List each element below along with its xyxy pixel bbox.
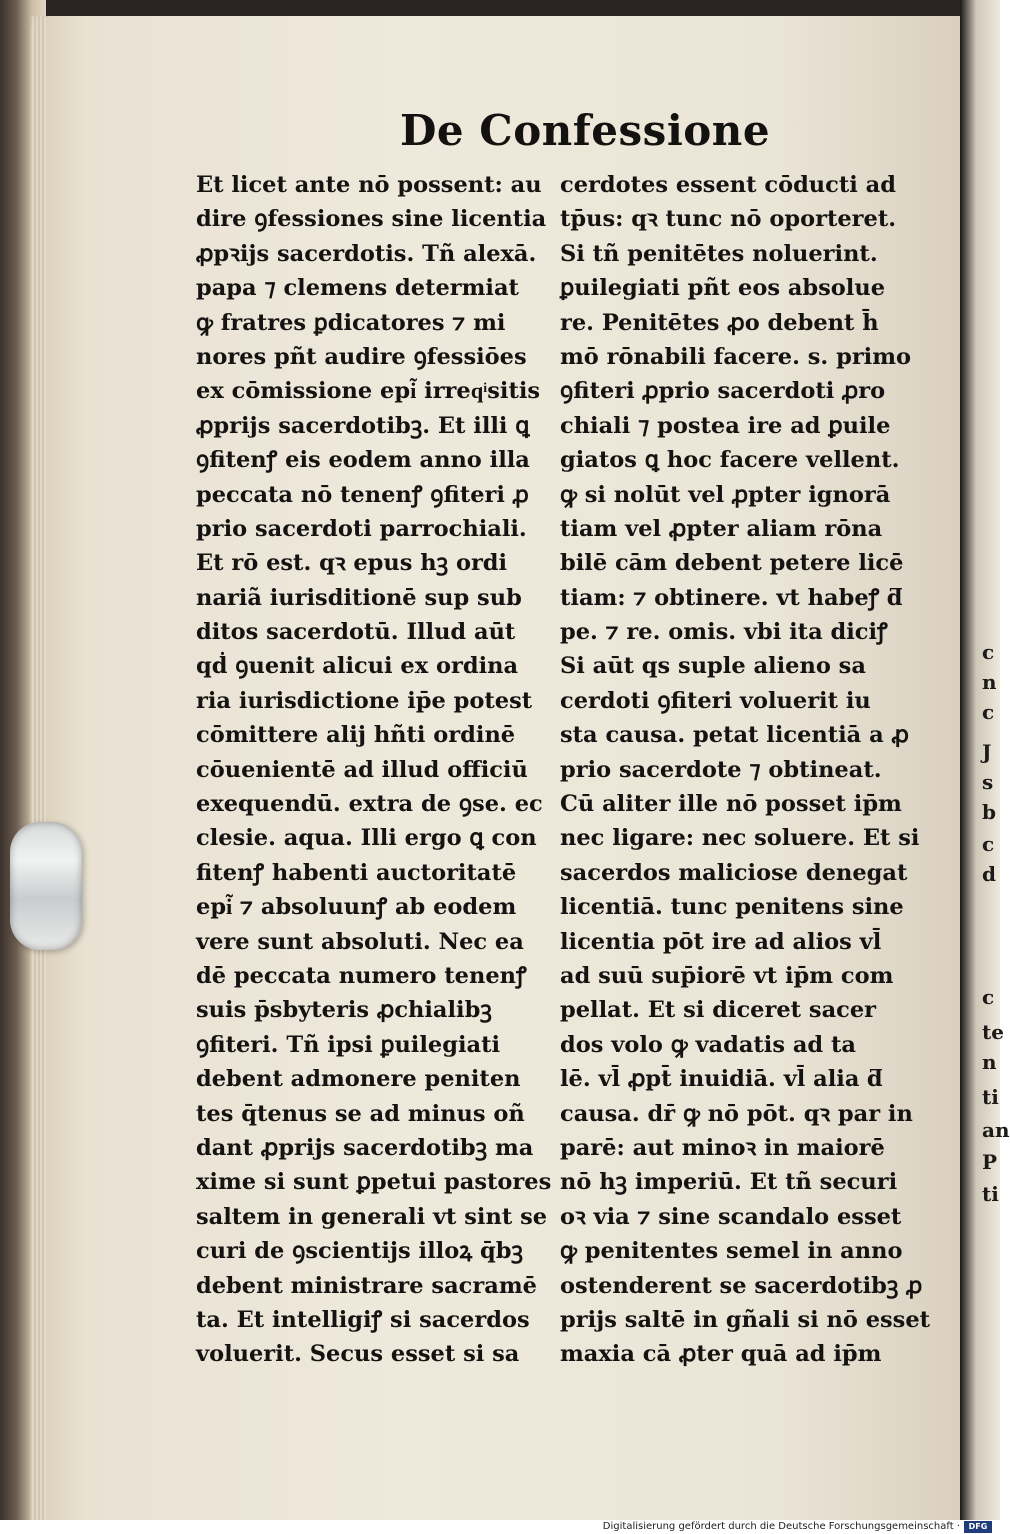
- text-line: licentiā. tunc penitens sine: [560, 894, 904, 921]
- text-line: ostenderent se sacerdotibꝫ ꝓ: [560, 1272, 923, 1299]
- adjacent-page-fragment: P: [982, 1150, 998, 1174]
- text-line: pellat. Et si diceret sacer: [560, 997, 877, 1024]
- text-line: voluerit. Secus esset si sa: [196, 1341, 520, 1368]
- text-line: ꝯfitenꝭ eis eodem anno illa: [196, 447, 530, 474]
- text-line: papa ⁊ clemens determiat: [196, 275, 519, 302]
- text-line: mō rōnabili facere. s. primo: [560, 343, 912, 370]
- text-line: tes q̄tenus se ad minus oñ: [196, 1100, 525, 1127]
- text-line: ꝙ si nolūt vel ꝓpter ignorā: [560, 481, 891, 508]
- text-line: Si tñ penitētes noluerint.: [560, 240, 878, 267]
- text-line: dē peccata numero tenenꝭ: [196, 962, 527, 989]
- adjacent-page-fragment: c: [982, 700, 995, 724]
- text-line: prio sacerdoti parrochiali.: [196, 515, 527, 542]
- text-line: chiali ⁊ postea ire ad ꝑuile: [560, 412, 891, 439]
- text-line: prijs saltē in gñali si nō esset: [560, 1306, 931, 1333]
- text-line: prio sacerdote ⁊ obtineat.: [560, 756, 882, 783]
- text-line: cerdotes essent cōducti ad: [560, 172, 896, 198]
- adjacent-page-fragment: c: [982, 985, 995, 1009]
- text-line: clesie. aqua. Illi ergo ꝗ con: [196, 825, 537, 852]
- text-line: cōmittere alij hñti ordinē: [196, 722, 516, 749]
- text-line: Et rō est. qꝛ epus hꝫ ordi: [196, 550, 508, 577]
- text-line: nō hꝫ imperiū. Et tñ securi: [560, 1169, 898, 1196]
- text-line: dant ꝓprijs sacerdotibꝫ ma: [196, 1134, 534, 1161]
- text-line: maxia cā ꝓter quā ad ip̄m: [560, 1341, 882, 1368]
- text-line: sta causa. petat licentiā a ꝓ: [560, 722, 909, 749]
- text-line: nec ligare: nec soluere. Et si: [560, 825, 920, 852]
- text-line: dos volo ꝙ vadatis ad ta: [560, 1031, 856, 1058]
- adjacent-page-fragment: te: [982, 1020, 1004, 1044]
- text-line: Cū aliter ille nō posset ip̄m: [560, 791, 902, 818]
- adjacent-page-fragment: ti: [982, 1085, 999, 1109]
- text-line: Si aūt qs suple alieno sa: [560, 653, 866, 680]
- adjacent-page-fragment: c: [982, 832, 995, 856]
- adjacent-page-fragment: s: [982, 770, 994, 794]
- book-clip-icon: [10, 822, 82, 950]
- text-line: dire ꝯfessiones sine licentia: [196, 206, 547, 233]
- text-line: tiam: ⁊ obtinere. vt habeꝭ ƌ: [560, 584, 903, 611]
- text-line: ditos sacerdotū. Illud aūt: [196, 619, 516, 646]
- text-line: ex cōmissione epi͂ irreqͥsitis: [196, 378, 541, 405]
- text-line: parē: aut minoꝛ in maiorē: [560, 1134, 885, 1161]
- text-line: ad suū sup̄iorē vt ip̄m com: [560, 962, 894, 989]
- text-line: tp̄us: qꝛ tunc nō oporteret.: [560, 206, 897, 233]
- adjacent-page-fragment: J: [982, 740, 992, 764]
- text-line: debent ministrare sacramē: [196, 1272, 537, 1299]
- text-line: causa. dr̄ ꝙ nō pōt. qꝛ par in: [560, 1100, 913, 1127]
- text-line: debent admonere peniten: [196, 1066, 521, 1093]
- adjacent-page-fragment: c: [982, 640, 995, 664]
- text-line: cōuenientē ad illud officiū: [196, 756, 528, 783]
- text-line: ꝓprijs sacerdotibꝫ. Et illi ꝗ: [196, 412, 530, 439]
- footer-credit: Digitalisierung gefördert durch die Deutsche Forschungsgemeinschaft ·: [602, 1521, 960, 1532]
- adjacent-page-fragment: b: [982, 800, 996, 824]
- adjacent-page-fragment: n: [982, 1050, 997, 1074]
- text-line: giatos ꝗ hoc facere vellent.: [560, 447, 900, 474]
- text-line: pe. ⁊ re. omis. vbi ita diciꝭ: [560, 619, 888, 646]
- text-line: tiam vel ꝓpter aliam rōna: [560, 515, 883, 542]
- text-line: ta. Et intelligiꝭ si sacerdos: [196, 1306, 530, 1333]
- text-line: ꝯfiteri. Tñ ipsi ꝑuilegiati: [196, 1031, 501, 1058]
- text-line: ria iurisdictione ip̄e potest: [196, 687, 533, 714]
- text-line: oꝛ via ⁊ sine scandalo esset: [560, 1203, 902, 1230]
- text-line: epi͂ ⁊ absoluunꝭ ab eodem: [196, 894, 517, 921]
- text-line: curi de ꝯscientijs illoꝝ q̄bꝫ: [196, 1238, 524, 1265]
- text-line: Et licet ante nō possent: au: [196, 172, 542, 198]
- text-line: cerdoti ꝯfiteri voluerit iu: [560, 687, 871, 714]
- adjacent-page-fragment: d: [982, 862, 996, 886]
- text-line: qḋ ꝯuenit alicui ex ordina: [196, 653, 519, 680]
- adjacent-page-edge: [960, 0, 1010, 1520]
- text-line: saltem in generali vt sint se: [196, 1203, 548, 1230]
- text-line: nores pñt audire ꝯfessiōes: [196, 343, 527, 370]
- text-line: licentia pōt ire ad alios vl̄: [560, 928, 882, 955]
- running-head: De Confessione: [400, 106, 771, 155]
- text-line: sacerdos maliciose denegat: [560, 859, 908, 886]
- text-column-right: [560, 168, 930, 1372]
- text-line: ꝙ fratres ꝑdicatores ⁊ mi: [196, 309, 506, 336]
- text-line: vere sunt absoluti. Nec ea: [196, 928, 524, 955]
- adjacent-page-fragment: ti: [982, 1182, 999, 1206]
- text-line: lē. vl̄ ꝓpt̄ inuidiā. vl̄ alia ƌ: [560, 1066, 883, 1093]
- adjacent-page-fragment: an: [982, 1118, 1010, 1142]
- text-line: ꝓpꝛijs sacerdotis. Tñ alexā.: [196, 240, 537, 267]
- text-line: bilē cām debent petere licē: [560, 550, 904, 577]
- dfg-logo: DFG: [964, 1521, 992, 1533]
- text-column-left: [196, 168, 551, 1372]
- text-line: re. Penitētes ꝓo debent h̄: [560, 309, 879, 336]
- footer-bar: [0, 1520, 1000, 1534]
- text-line: ꝙ penitentes semel in anno: [560, 1238, 903, 1265]
- text-line: suis p̄sbyteris ꝓchialibꝫ: [196, 997, 492, 1024]
- text-line: xime si sunt ꝑpetui pastores: [196, 1169, 552, 1196]
- text-line: exequendū. extra de ꝯse. ec: [196, 791, 543, 818]
- text-line: peccata nō tenenꝭ ꝯfiteri ꝓ: [196, 481, 529, 508]
- adjacent-page-fragment: n: [982, 670, 997, 694]
- text-line: ꝑuilegiati pñt eos absolue: [560, 275, 886, 302]
- text-line: ꝯfiteri ꝓprio sacerdoti ꝓro: [560, 378, 886, 405]
- text-line: nariã iurisditionē sup sub: [196, 584, 522, 611]
- text-line: fitenꝭ habenti auctoritatē: [196, 859, 517, 886]
